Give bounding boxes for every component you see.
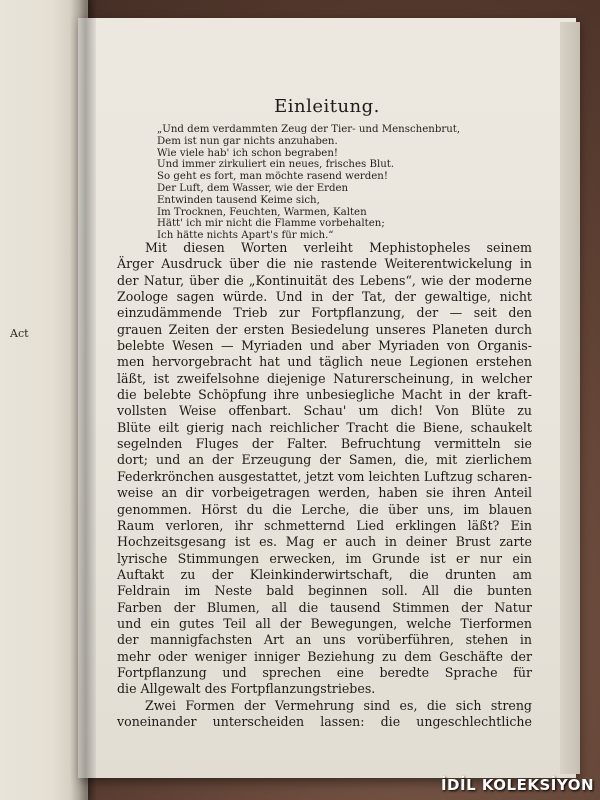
page-edge: [560, 22, 580, 774]
poem-line: So geht es fort, man möchte rasend werden!: [157, 171, 388, 183]
body-line: weise an dir vorbeigetragen werden, haben sie ihren Anteil: [117, 485, 532, 501]
body-line: Fortpflanzung und sprechen eine beredte Sprache für: [117, 664, 532, 680]
body-line: men hervorgebracht hat und täglich neue Legionen erstehen: [117, 354, 532, 370]
body-line: voneinander unterscheiden lassen: die ungeschlechtliche: [117, 713, 532, 729]
spine-shadow: [70, 0, 96, 800]
body-line: Raum verloren, ihr schmetternd Lied erklingen läßt? Ein: [117, 517, 532, 533]
body-line: der mannigfachsten Art an uns vorüberführen, stehen in: [117, 632, 532, 648]
body-line: Federkrönchen ausgestattet, jetzt vom leichten Luftzug scharen-: [117, 468, 532, 484]
body-line: vollsten Weise offenbart. Schau' um dich! Von Blüte zu: [117, 403, 532, 419]
poem-quote: [157, 124, 460, 242]
body-line: läßt, ist zweifelsohne diejenige Naturerscheinung, in welcher: [117, 370, 532, 386]
body-line: dort; und an der Erzeugung der Samen, die, mit zierlichem: [117, 452, 532, 468]
body-line: der Natur, über die „Kontinuität des Lebens“, wie der moderne: [117, 272, 532, 288]
body-text: [117, 240, 532, 730]
poem-line: Im Trocknen, Feuchten, Warmen, Kalten: [157, 206, 367, 218]
page-heading: Einleitung.: [274, 96, 380, 117]
body-line: einzudämmende Trieb zur Fortpflanzung, der — seit den: [117, 305, 532, 321]
body-line: die Allgewalt des Fortpflanzungstriebes.: [117, 681, 376, 697]
body-line: Ärger Ausdruck über die nie rastende Weiterentwickelung in: [117, 256, 532, 272]
body-line: lyrische Stimmungen erwecken, im Grunde ist er nur ein: [117, 550, 532, 566]
body-line: Zwei Formen der Vermehrung sind es, die sich streng: [145, 697, 532, 713]
body-line: und ein gutes Teil all der Bewegungen, welche Tierformen: [117, 615, 532, 631]
body-line: Hochzeitsgesang ist es. Mag er auch in deiner Brust zarte: [117, 534, 532, 550]
body-line: Feldrain im Neste bald beginnen soll. All die bunten: [117, 583, 532, 599]
body-line: Zoologe sagen würde. Und in der Tat, der gewaltige, nicht: [117, 289, 532, 305]
poem-line: Der Luft, dem Wasser, wie der Erden: [157, 182, 349, 194]
poem-line: Entwinden tausend Keime sich,: [157, 194, 320, 206]
body-line: Auftakt zu der Kleinkinderwirtschaft, die drunten am: [117, 566, 532, 582]
poem-line: Wie viele hab' ich schon begraben!: [157, 147, 338, 159]
poem-line: Ich hätte nichts Apart's für mich.“: [157, 230, 334, 242]
body-line: Mit diesen Worten verleiht Mephistopheles seinem: [145, 240, 532, 255]
body-line: grauen Zeiten der ersten Besiedelung unseres Planeten durch: [117, 321, 532, 337]
body-line: mehr oder weniger inniger Beziehung zu dem Geschäfte der: [117, 648, 532, 664]
body-line: Farben der Blumen, all die tausend Stimmen der Natur: [117, 599, 532, 615]
poem-line: Und immer zirkuliert ein neues, frisches Blut.: [157, 159, 395, 171]
watermark: İDİL KOLEKSİYON: [440, 776, 594, 794]
poem-line: „Und dem verdammten Zeug der Tier- und Menschenbrut,: [157, 124, 461, 135]
body-line: belebte Wesen — Myriaden und aber Myriaden von Organis-: [117, 338, 532, 354]
body-line: genommen. Hörst du die Lerche, die über uns, im blauen: [117, 501, 532, 517]
left-page-label: Act: [10, 327, 29, 340]
poem-line: Hätt' ich mir nicht die Flamme vorbehalten;: [157, 218, 385, 230]
body-line: Blüte eilt gierig nach reichlicher Tracht die Biene, schaukelt: [117, 419, 532, 435]
poem-line: Dem ist nun gar nichts anzuhaben.: [157, 135, 338, 147]
body-line: segelnden Fluges der Falter. Befruchtung vermitteln sie: [117, 436, 532, 452]
body-line: die belebte Schöpfung ihre unbesiegliche Macht in der kraft-: [117, 387, 532, 403]
